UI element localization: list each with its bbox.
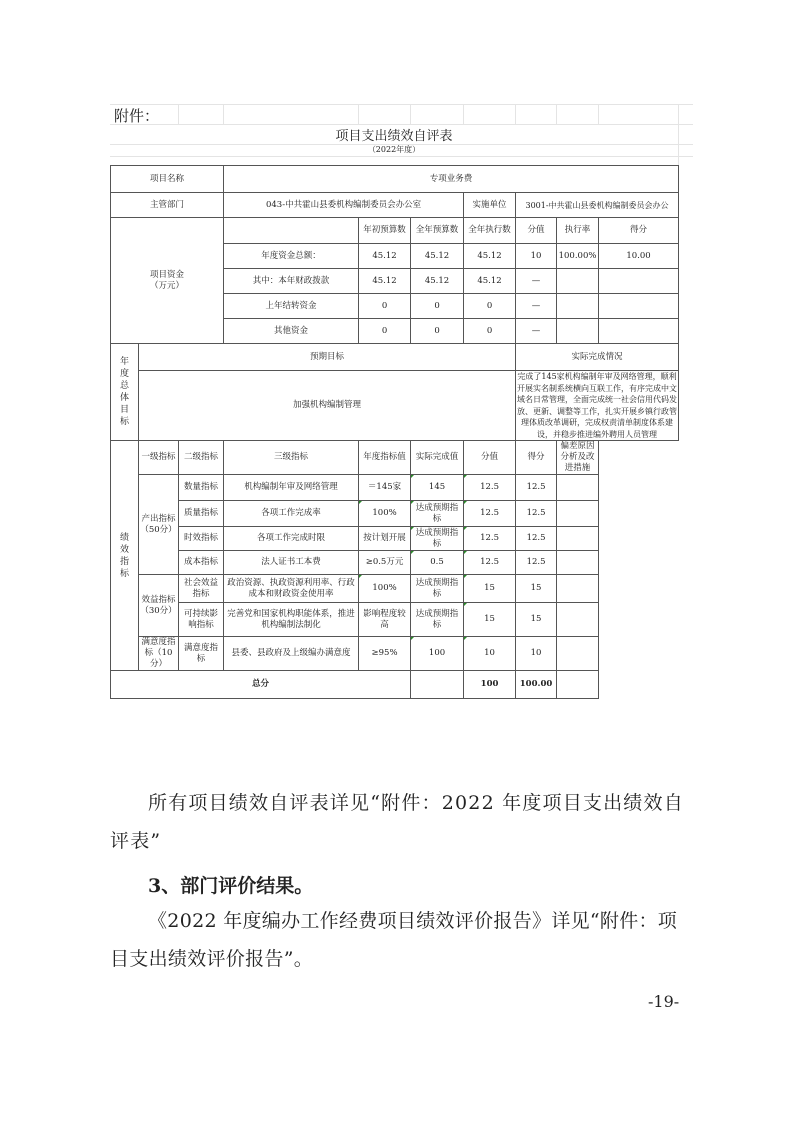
indicator-row — [111, 637, 679, 671]
impl-value: 3001-中共霍山县委机构编制委员会办公 — [516, 193, 679, 218]
total-score: 100.00 — [516, 671, 557, 699]
score: 12.5 — [516, 501, 557, 527]
funds-cell: 100.00% — [557, 244, 599, 269]
attachment-label: 附件： — [114, 107, 160, 125]
score: 12.5 — [516, 551, 557, 575]
note — [557, 475, 599, 501]
group-benefit-line1: 效益指标 — [141, 594, 176, 605]
group-satisfaction-line1: 满意度指 — [141, 637, 176, 647]
goals-label — [111, 344, 139, 441]
goals-header-row — [111, 344, 679, 371]
indicator-header: 得分 — [516, 441, 557, 475]
actual: 0.5 — [411, 551, 464, 575]
target: 按计划开展 — [359, 527, 411, 551]
funds-header: 执行率 — [557, 218, 599, 244]
funds-cell: 0 — [411, 319, 464, 344]
indicator-header: 分值 — [464, 441, 516, 475]
funds-row-name: 其他资金 — [224, 319, 359, 344]
goals-label-text: 年度总体目标 — [119, 357, 129, 427]
funds-header: 得分 — [599, 218, 679, 244]
actual: 100 — [411, 637, 464, 671]
score-value: 12.5 — [464, 551, 516, 575]
note — [557, 575, 599, 603]
funds-cell: — — [516, 269, 557, 294]
group-satisfaction — [139, 637, 179, 671]
target: ≥0.5万元 — [359, 551, 411, 575]
funds-cell: — — [516, 319, 557, 344]
project-name-row — [111, 166, 679, 193]
funds-cell: 45.12 — [359, 244, 411, 269]
funds-cell: 0 — [464, 294, 516, 319]
page-number: -19- — [648, 992, 680, 1011]
indicator-header: 三级指标 — [224, 441, 359, 475]
funds-cell — [557, 269, 599, 294]
expected-goal: 加强机构编制管理 — [139, 371, 516, 441]
score-value: 10 — [464, 637, 516, 671]
score: 12.5 — [516, 527, 557, 551]
actual: 达成预期指标 — [411, 501, 464, 527]
note — [557, 501, 599, 527]
table-title: 项目支出绩效自评表 — [335, 129, 453, 144]
score: 12.5 — [516, 475, 557, 501]
level2: 成本指标 — [179, 551, 224, 575]
project-name-label: 项目名称 — [111, 166, 224, 193]
level2: 社会效益指标 — [179, 575, 224, 603]
funds-cell: 0 — [359, 294, 411, 319]
indicator-row — [111, 603, 679, 637]
score-value: 15 — [464, 603, 516, 637]
total-row — [111, 671, 679, 699]
group-satisfaction-line2: 标（10分） — [144, 648, 173, 669]
note — [557, 603, 599, 637]
level2: 可持续影响指标 — [179, 603, 224, 637]
dept-value: 043-中共霍山县委机构编制委员会办公室 — [224, 193, 464, 218]
funds-cell: 45.12 — [411, 269, 464, 294]
total-label: 总分 — [111, 671, 411, 699]
indicator-header: 二级指标 — [179, 441, 224, 475]
group-output-line1: 产出指标 — [141, 513, 176, 524]
funds-label — [111, 218, 224, 344]
indicator-header: 一级指标 — [139, 441, 179, 475]
funds-cell: 0 — [411, 294, 464, 319]
project-name-value: 专项业务费 — [224, 166, 679, 193]
funds-cell: 45.12 — [464, 244, 516, 269]
target: ＝145家 — [359, 475, 411, 501]
indicator-row — [111, 501, 679, 527]
funds-cell — [599, 294, 679, 319]
group-output — [139, 475, 179, 575]
self-evaluation-table — [110, 165, 679, 699]
total-score-value: 100 — [464, 671, 516, 699]
funds-header: 全年执行数 — [464, 218, 516, 244]
funds-cell — [599, 269, 679, 294]
actual-goal: 完成了145家机构编制年审及网络管理，顺利开展实名制系统横向互联工作，有序完成中文域名日常管理，全面完成统一社会信用代码发放、更新、调整等工作，扎实开展乡镇行政管理体质改革调研，完成权责清单制度体系建设，并稳步推进编外聘用人员管理 — [517, 372, 678, 439]
goals-row — [111, 371, 679, 441]
indicator-row — [111, 527, 679, 551]
actual-header: 实际完成情况 — [516, 344, 679, 371]
level3: 各项工作完成率 — [224, 501, 359, 527]
dept-row — [111, 193, 679, 218]
funds-cell: 0 — [464, 319, 516, 344]
funds-row-name: 年度资金总额： — [224, 244, 359, 269]
target: 影响程度较高 — [359, 603, 411, 637]
level2: 质量指标 — [179, 501, 224, 527]
section-heading: 3、部门评价结果。 — [148, 875, 314, 897]
table-year: （2022年度） — [367, 145, 421, 154]
score: 15 — [516, 603, 557, 637]
funds-header: 全年预算数 — [411, 218, 464, 244]
actual: 145 — [411, 475, 464, 501]
level3: 各项工作完成时限 — [224, 527, 359, 551]
target: 100% — [359, 501, 411, 527]
score-value: 12.5 — [464, 527, 516, 551]
indicator-row — [111, 575, 679, 603]
level3: 县委、县政府及上级编办满意度 — [224, 637, 359, 671]
level2: 满意度指标 — [179, 637, 224, 671]
funds-label-line2: （万元） — [150, 280, 185, 291]
indicator-header-row — [111, 441, 679, 475]
indicator-header: 实际完成值 — [411, 441, 464, 475]
actual: 达成预期指标 — [411, 527, 464, 551]
paragraph-evaluation-report: 《2022 年度编办工作经费项目绩效评价报告》详见“附件：项目支出绩效评价报告”。 — [110, 910, 678, 970]
group-benefit-line2: （30分） — [140, 605, 177, 616]
target: ≥95% — [359, 637, 411, 671]
funds-label-line1: 项目资金 — [150, 269, 185, 280]
funds-cell: 45.12 — [464, 269, 516, 294]
funds-cell: 10 — [516, 244, 557, 269]
level2: 时效指标 — [179, 527, 224, 551]
funds-cell — [557, 294, 599, 319]
score-value: 12.5 — [464, 475, 516, 501]
score-value: 15 — [464, 575, 516, 603]
indicator-header: 偏差原因分析及改进措施 — [557, 441, 599, 475]
funds-row-name: 上年结转资金 — [224, 294, 359, 319]
funds-cell — [557, 319, 599, 344]
funds-blank — [224, 218, 359, 244]
target: 100% — [359, 575, 411, 603]
level3: 法人证书工本费 — [224, 551, 359, 575]
level3: 政治资源、执政资源利用率、行政成本和财政资金使用率 — [224, 575, 359, 603]
funds-cell: — — [516, 294, 557, 319]
funds-cell: 45.12 — [359, 269, 411, 294]
total-note — [557, 671, 599, 699]
note — [557, 527, 599, 551]
funds-header: 年初预算数 — [359, 218, 411, 244]
indicator-row — [111, 551, 679, 575]
note — [557, 551, 599, 575]
actual: 达成预期指标 — [411, 603, 464, 637]
indicators-label — [111, 441, 139, 671]
paragraph-attachment-reference: 所有项目绩效自评表详见“附件：2022 年度项目支出绩效自评表” — [110, 792, 684, 852]
note — [557, 637, 599, 671]
impl-label: 实施单位 — [464, 193, 516, 218]
funds-header-row — [111, 218, 679, 244]
score: 10 — [516, 637, 557, 671]
funds-cell: 10.00 — [599, 244, 679, 269]
indicator-header: 年度指标值 — [359, 441, 411, 475]
level3: 机构编制年审及网络管理 — [224, 475, 359, 501]
actual: 达成预期指标 — [411, 575, 464, 603]
funds-cell: 0 — [359, 319, 411, 344]
funds-header: 分值 — [516, 218, 557, 244]
dept-label: 主管部门 — [111, 193, 224, 218]
score-value: 12.5 — [464, 501, 516, 527]
funds-row-name: 其中：本年财政拨款 — [224, 269, 359, 294]
score: 15 — [516, 575, 557, 603]
indicator-row — [111, 475, 679, 501]
indicators-label-text: 绩效指标 — [119, 532, 129, 579]
level3: 完善党和国家机构职能体系，推进机构编制法制化 — [224, 603, 359, 637]
funds-cell: 45.12 — [411, 244, 464, 269]
funds-cell — [599, 319, 679, 344]
group-output-line2: （50分） — [140, 524, 177, 535]
level2: 数量指标 — [179, 475, 224, 501]
expected-header: 预期目标 — [139, 344, 516, 371]
group-benefit — [139, 575, 179, 637]
total-blank — [411, 671, 464, 699]
